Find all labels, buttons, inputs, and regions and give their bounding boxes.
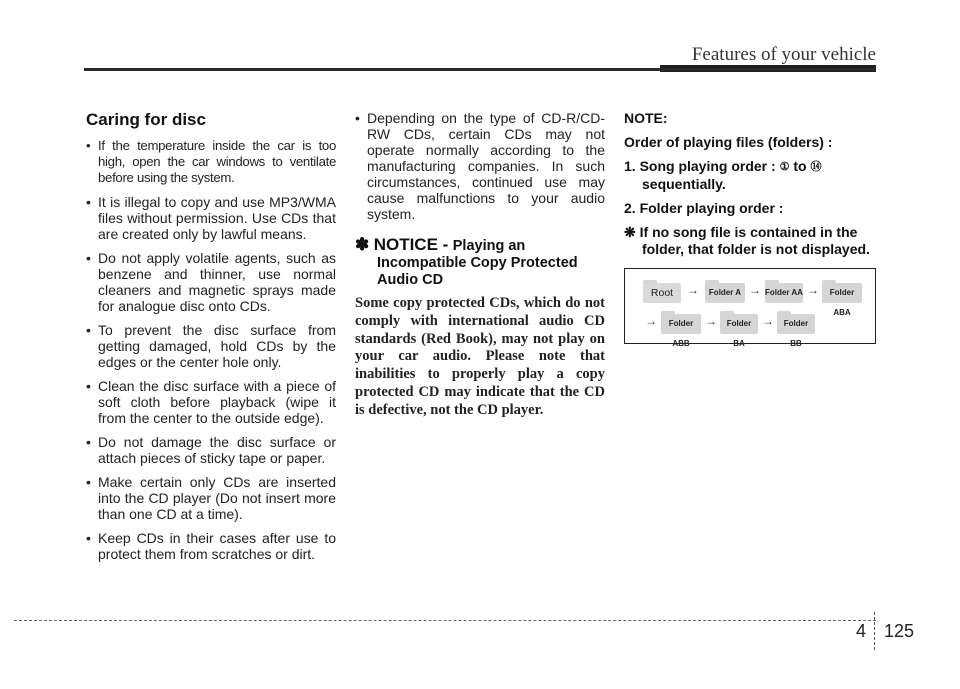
folder-note-line — [624, 224, 878, 258]
song-order-text: 1. Song playing order : — [624, 158, 776, 174]
folder-node-root: Root — [643, 283, 681, 303]
folder-order-diagram — [624, 268, 876, 348]
arrow-icon: → — [705, 314, 717, 328]
page-number: 125 — [884, 621, 915, 641]
folder-node-aba: Folder ABA — [822, 283, 862, 303]
notice-subtitle-continued: Incompatible Copy Protected Audio CD — [377, 255, 578, 288]
folder-node-ba: Folder BA — [720, 314, 758, 334]
cd-type-bullet-list — [355, 110, 605, 222]
arrow-icon: → — [645, 314, 657, 328]
note-label: NOTE: — [624, 110, 668, 126]
notice-subtitle: Playing an — [452, 238, 526, 254]
notice-label: NOTICE - — [373, 235, 449, 254]
arrow-icon: → — [687, 283, 699, 297]
column-notice — [355, 110, 605, 420]
song-order-line — [624, 158, 878, 193]
footer-rule — [14, 620, 876, 621]
folder-node-a: Folder A — [705, 283, 745, 303]
list-item: • Make certain only CDs are inserted into the CD player (Do not insert more than one CD at a time). — [86, 474, 336, 522]
list-item: • If the temperature inside the car is too high, open the car windows to ventilate before using the system. — [86, 138, 336, 186]
arrow-icon: → — [749, 283, 761, 297]
list-item: • Clean the disc surface with a piece of soft cloth before playback (wipe it from the center to the outside edge). — [86, 378, 336, 426]
list-item: • Do not apply volatile agents, such as benzene and thinner, use normal cleaners and magnetic sprays made for analogue disc onto CDs. — [86, 250, 336, 314]
notice-symbol-icon: ✽ — [355, 235, 370, 254]
folder-node-bb: Folder BB — [777, 314, 815, 334]
folder-note-text: If no song file is contained in the folder, that folder is not displayed. — [639, 224, 870, 257]
folder-order-line: 2. Folder playing order : — [624, 200, 784, 216]
list-item: • To prevent the disc surface from getting damaged, hold CDs by the edges or the center hole only. — [86, 322, 336, 370]
circled-one-icon: ① — [779, 161, 790, 173]
column-note — [624, 110, 878, 348]
notice-heading — [355, 236, 605, 289]
caring-bullet-list — [86, 138, 336, 562]
arrow-icon: → — [762, 314, 774, 328]
order-label: Order of playing files (folders) : — [624, 134, 833, 150]
folder-node-aa: Folder AA — [765, 283, 803, 303]
folder-node-abb: Folder ABB — [661, 314, 701, 334]
list-item: • Depending on the type of CD-R/CD-RW CDs, certain CDs may not operate normally according to the manufacturing companies. In such circumstances, continued use may cause malfunctions to your audio system. — [355, 110, 605, 222]
notice-body: Some copy protected CDs, which do not comply with international audio CD standards (Red Book), may not play on your car audio. Please note that inabilities to properly play a copy protected CD may indicate that the CD is defective, not the CD player. — [355, 295, 605, 418]
song-order-sequentially: sequentially. — [642, 176, 726, 192]
list-item: • Keep CDs in their cases after use to protect them from scratches or dirt. — [86, 530, 336, 562]
song-order-to: to — [793, 158, 807, 174]
folder-note-symbol-icon: ❋ — [624, 224, 636, 240]
list-item: • Do not damage the disc surface or attach pieces of sticky tape or paper. — [86, 434, 336, 466]
circled-fourteen-icon: ⑭ — [810, 161, 822, 173]
running-header: Features of your vehicle — [691, 44, 876, 65]
header-rule — [84, 68, 876, 71]
section-heading-caring: Caring for disc — [86, 110, 206, 129]
chapter-number: 4 — [856, 621, 867, 641]
page-number-divider — [874, 612, 876, 650]
arrow-icon: → — [807, 283, 819, 297]
column-caring-for-disc — [86, 110, 336, 570]
list-item: • It is illegal to copy and use MP3/WMA files without permission. Use CDs that are created only by lawful means. — [86, 194, 336, 242]
